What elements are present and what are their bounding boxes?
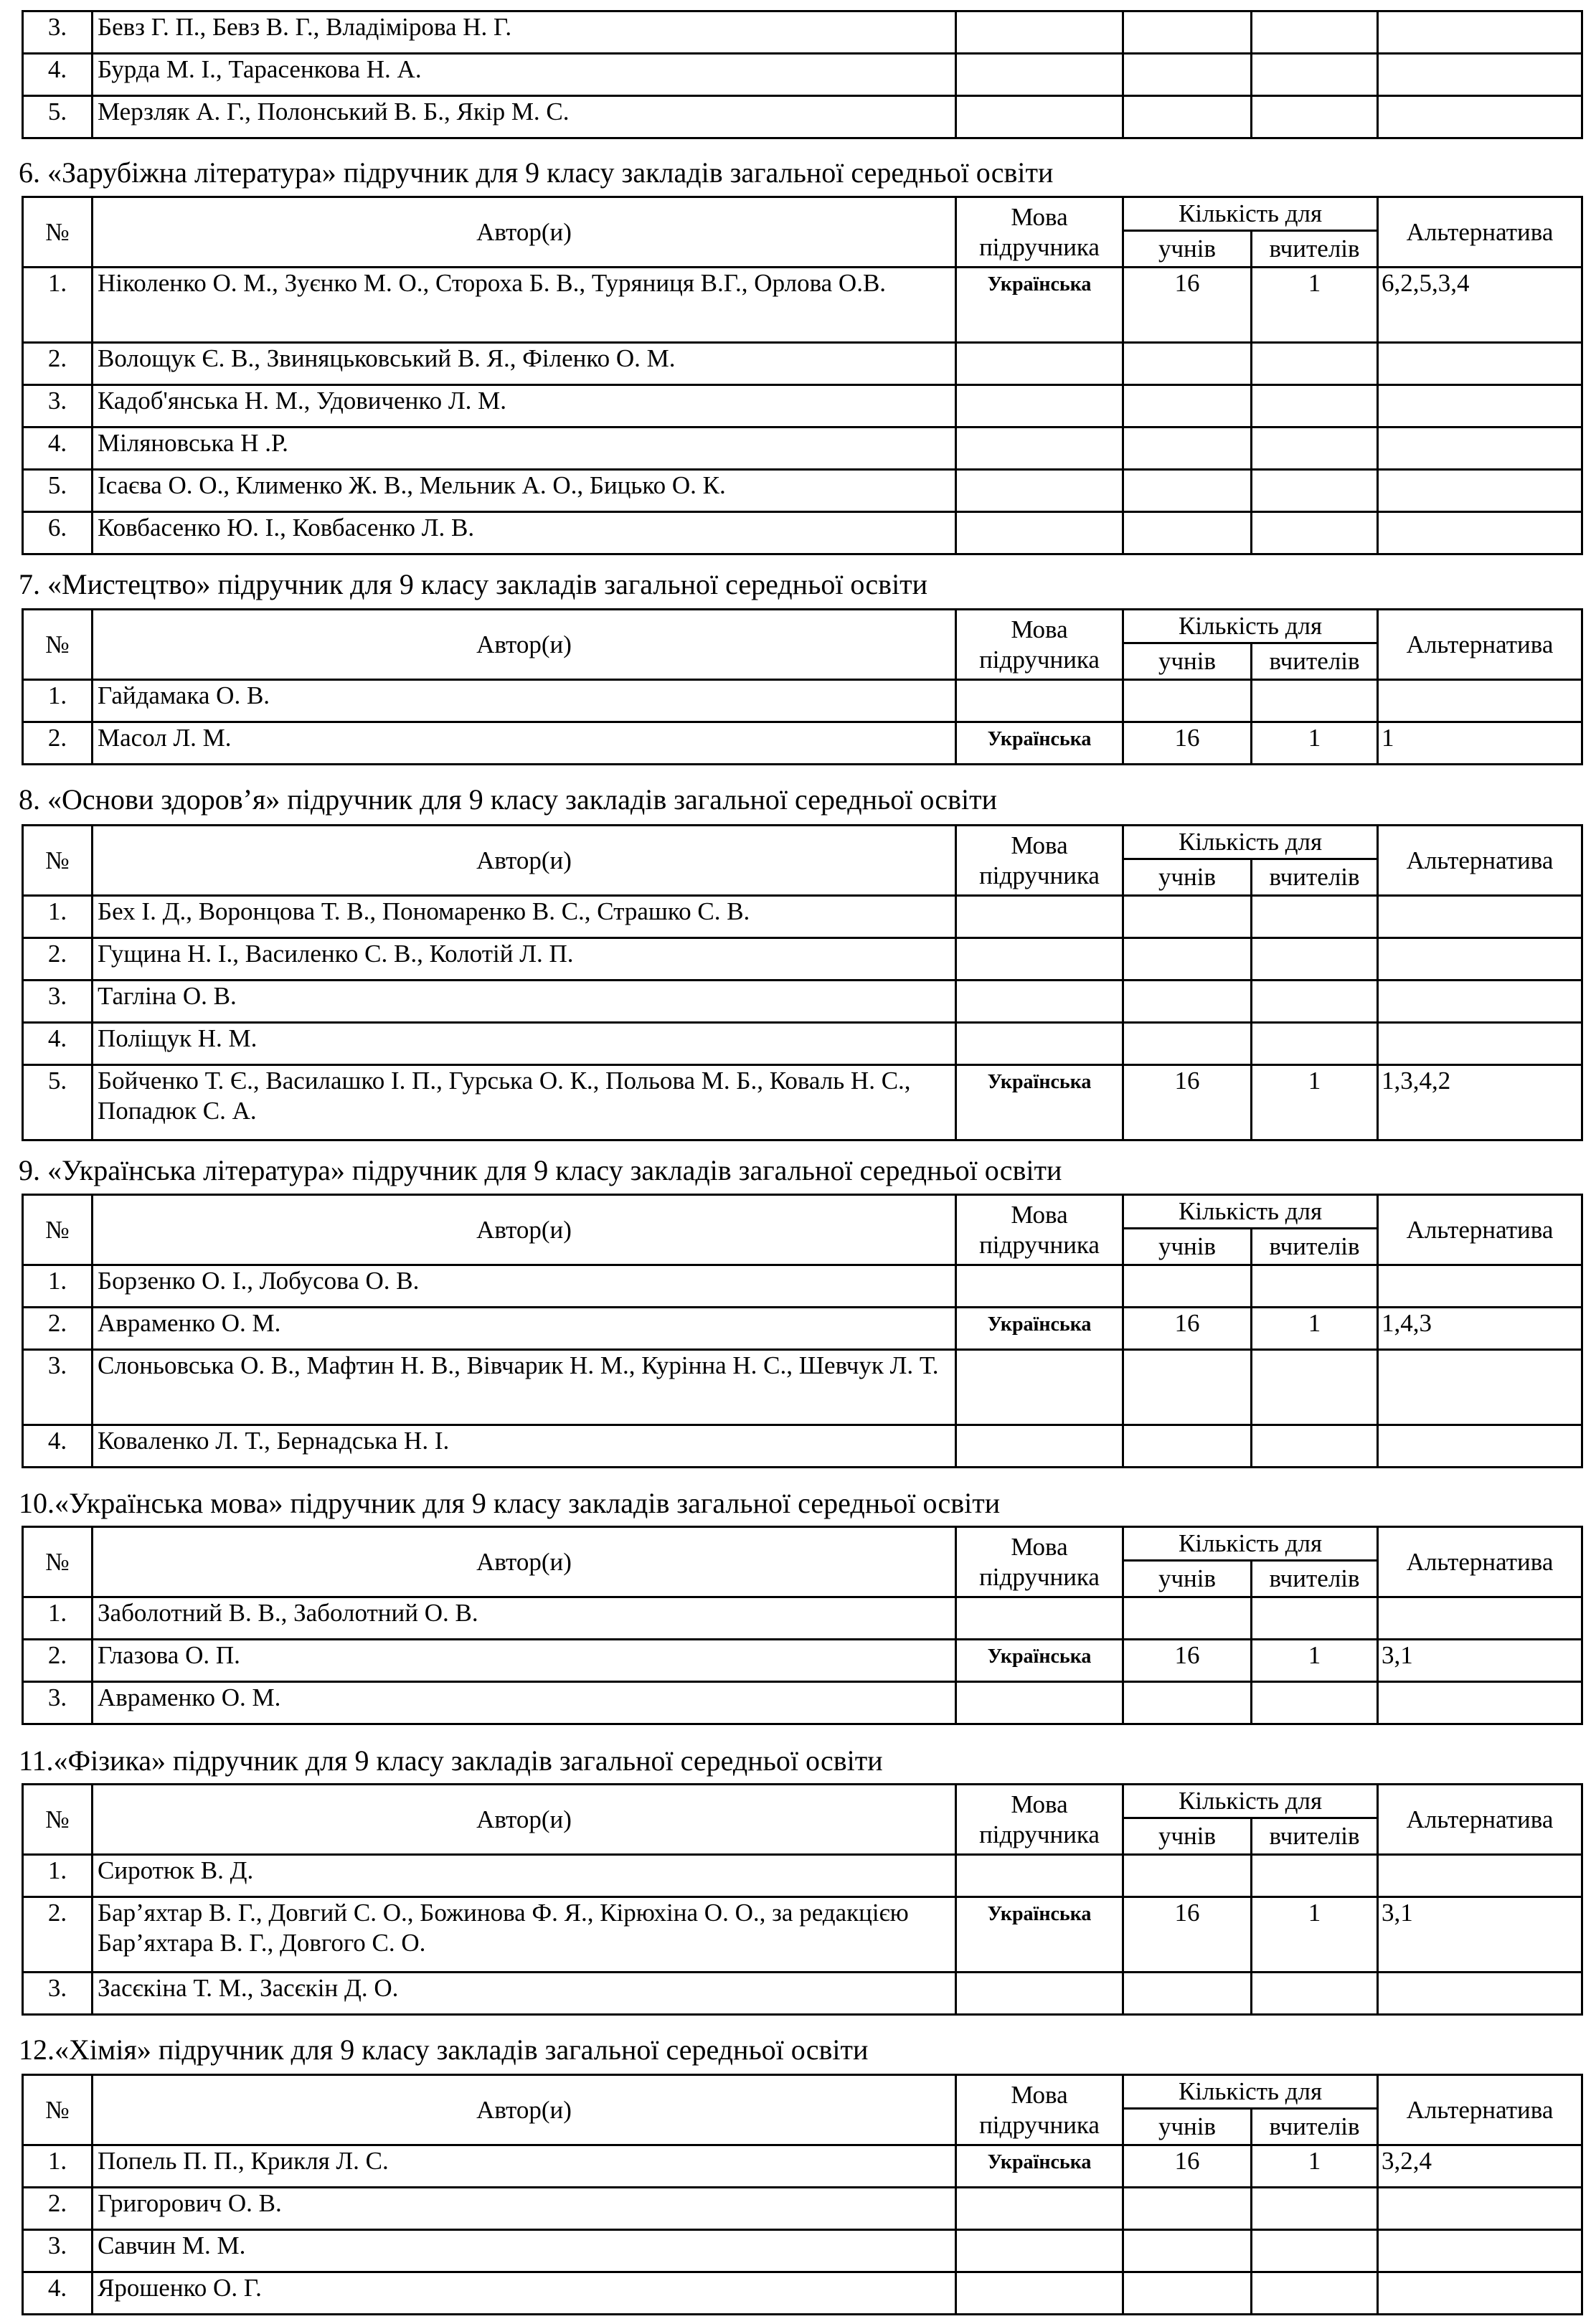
- header-alternative: Альтернатива: [1378, 1785, 1582, 1855]
- row-language: [956, 1350, 1123, 1425]
- header-teachers: вчителів: [1252, 1818, 1378, 1855]
- row-number: 2.: [23, 1640, 93, 1682]
- header-teachers: вчителів: [1252, 1229, 1378, 1265]
- row-language: [956, 2188, 1123, 2230]
- table-row: [23, 343, 1582, 385]
- row-number: 4.: [23, 2272, 93, 2315]
- row-number: 6.: [23, 512, 93, 554]
- row-number: 3.: [23, 981, 93, 1023]
- row-language: Українська: [956, 1640, 1123, 1682]
- row-language: [956, 896, 1123, 938]
- header-language-line2: підручника: [979, 2110, 1100, 2139]
- header-language: [956, 197, 1123, 268]
- row-alternative: [1378, 1425, 1582, 1468]
- row-number: 2.: [23, 722, 93, 765]
- row-language: [956, 1973, 1123, 2015]
- header-language: [956, 610, 1123, 680]
- row-language: [956, 680, 1123, 722]
- header-number: №: [23, 1527, 93, 1597]
- header-quantity: Кількість для: [1123, 826, 1378, 859]
- row-students-count: [1123, 896, 1252, 938]
- section-title: 12.«Хімія» підручник для 9 класу закладів загальної середньої освіти: [19, 2034, 869, 2066]
- row-teachers-count: [1252, 11, 1378, 54]
- table-row: [23, 1308, 1582, 1350]
- row-alternative: [1378, 2230, 1582, 2272]
- table-row: [23, 938, 1582, 981]
- row-students-count: [1123, 1023, 1252, 1065]
- row-students-count: 16: [1123, 1308, 1252, 1350]
- header-number: №: [23, 1195, 93, 1265]
- row-alternative: [1378, 1855, 1582, 1897]
- row-alternative: [1378, 1023, 1582, 1065]
- row-language: [956, 1682, 1123, 1724]
- table-row: [23, 2272, 1582, 2315]
- header-teachers: вчителів: [1252, 643, 1378, 680]
- row-teachers-count: 1: [1252, 1897, 1378, 1973]
- row-number: 5.: [23, 470, 93, 512]
- row-teachers-count: [1252, 96, 1378, 138]
- table-row: [23, 722, 1582, 765]
- header-language-line1: Мова: [1011, 1790, 1068, 1818]
- row-language: [956, 11, 1123, 54]
- header-language-line2: підручника: [979, 861, 1100, 889]
- row-author: Ярошенко О. Г.: [93, 2272, 956, 2315]
- row-alternative: 1,4,3: [1378, 1308, 1582, 1350]
- row-alternative: [1378, 2188, 1582, 2230]
- table-row: [23, 1855, 1582, 1897]
- table-row: [23, 1682, 1582, 1724]
- row-alternative: [1378, 1682, 1582, 1724]
- row-teachers-count: [1252, 2230, 1378, 2272]
- header-author: Автор(и): [93, 1785, 956, 1855]
- row-teachers-count: 1: [1252, 268, 1378, 343]
- row-students-count: 16: [1123, 722, 1252, 765]
- row-language: [956, 2272, 1123, 2315]
- row-alternative: [1378, 470, 1582, 512]
- row-language: [956, 343, 1123, 385]
- row-students-count: [1123, 54, 1252, 96]
- header-number: №: [23, 1785, 93, 1855]
- header-author: Автор(и): [93, 197, 956, 268]
- table-row: [23, 896, 1582, 938]
- row-author: Ковбасенко Ю. І., Ковбасенко Л. В.: [93, 512, 956, 554]
- header-number: №: [23, 610, 93, 680]
- row-alternative: [1378, 1350, 1582, 1425]
- section-title: 8. «Основи здоров’я» підручник для 9 класу закладів загальної середньої освіти: [19, 783, 997, 816]
- row-students-count: 16: [1123, 2145, 1252, 2188]
- row-teachers-count: [1252, 1265, 1378, 1308]
- table-row: [23, 11, 1582, 54]
- row-teachers-count: [1252, 981, 1378, 1023]
- row-teachers-count: [1252, 1682, 1378, 1724]
- header-author: Автор(и): [93, 610, 956, 680]
- header-language-line1: Мова: [1011, 1532, 1068, 1561]
- row-number: 1.: [23, 2145, 93, 2188]
- row-students-count: 16: [1123, 1897, 1252, 1973]
- header-alternative: Альтернатива: [1378, 610, 1582, 680]
- row-teachers-count: 1: [1252, 2145, 1378, 2188]
- row-students-count: [1123, 1597, 1252, 1640]
- header-language-line1: Мова: [1011, 1200, 1068, 1229]
- header-alternative: Альтернатива: [1378, 197, 1582, 268]
- table-row: [23, 2230, 1582, 2272]
- row-teachers-count: [1252, 343, 1378, 385]
- row-author: Авраменко О. М.: [93, 1682, 956, 1724]
- table-row: [23, 1597, 1582, 1640]
- row-language: Українська: [956, 1897, 1123, 1973]
- header-language: [956, 826, 1123, 896]
- row-alternative: [1378, 1973, 1582, 2015]
- row-number: 2.: [23, 1308, 93, 1350]
- header-author: Автор(и): [93, 1527, 956, 1597]
- row-language: [956, 981, 1123, 1023]
- textbook-table: [22, 196, 1583, 555]
- row-language: Українська: [956, 2145, 1123, 2188]
- textbook-table: [22, 1526, 1583, 1725]
- header-language: [956, 2075, 1123, 2145]
- row-teachers-count: 1: [1252, 1308, 1378, 1350]
- row-language: [956, 54, 1123, 96]
- row-teachers-count: [1252, 470, 1378, 512]
- row-alternative: [1378, 1597, 1582, 1640]
- header-author: Автор(и): [93, 826, 956, 896]
- row-language: Українська: [956, 268, 1123, 343]
- row-teachers-count: [1252, 2272, 1378, 2315]
- row-teachers-count: [1252, 512, 1378, 554]
- table-row: [23, 1065, 1582, 1140]
- header-teachers: вчителів: [1252, 1561, 1378, 1597]
- row-language: [956, 1425, 1123, 1468]
- row-number: 1.: [23, 268, 93, 343]
- header-number: №: [23, 2075, 93, 2145]
- header-author: Автор(и): [93, 1195, 956, 1265]
- row-author: Ісаєва О. О., Клименко Ж. В., Мельник А. О., Бицько О. К.: [93, 470, 956, 512]
- row-students-count: 16: [1123, 268, 1252, 343]
- header-language-line2: підручника: [979, 1230, 1100, 1259]
- header-students: учнів: [1123, 2109, 1252, 2145]
- row-language: [956, 96, 1123, 138]
- row-alternative: [1378, 96, 1582, 138]
- row-alternative: [1378, 428, 1582, 470]
- header-number: №: [23, 826, 93, 896]
- row-teachers-count: [1252, 385, 1378, 428]
- header-teachers: вчителів: [1252, 2109, 1378, 2145]
- header-language-line1: Мова: [1011, 2080, 1068, 2109]
- header-students: учнів: [1123, 1561, 1252, 1597]
- row-author: Авраменко О. М.: [93, 1308, 956, 1350]
- table-row: [23, 428, 1582, 470]
- row-teachers-count: 1: [1252, 1640, 1378, 1682]
- row-teachers-count: [1252, 1597, 1378, 1640]
- header-language-line1: Мова: [1011, 615, 1068, 643]
- row-alternative: 3,1: [1378, 1640, 1582, 1682]
- section-title: 10.«Українська мова» підручник для 9 класу закладів загальної середньої освіти: [19, 1487, 1001, 1519]
- header-quantity: Кількість для: [1123, 1527, 1378, 1561]
- row-number: 5.: [23, 96, 93, 138]
- row-number: 5.: [23, 1065, 93, 1140]
- row-students-count: [1123, 343, 1252, 385]
- header-language: [956, 1527, 1123, 1597]
- header-students: учнів: [1123, 1818, 1252, 1855]
- row-author: Масол Л. М.: [93, 722, 956, 765]
- row-author: Волощук Є. В., Звиняцьковський В. Я., Філенко О. М.: [93, 343, 956, 385]
- table-row: [23, 680, 1582, 722]
- row-language: [956, 470, 1123, 512]
- header-students: учнів: [1123, 859, 1252, 896]
- textbook-table: [22, 2074, 1583, 2315]
- row-number: 1.: [23, 1597, 93, 1640]
- row-students-count: [1123, 470, 1252, 512]
- header-language-line1: Мова: [1011, 202, 1068, 231]
- row-author: Мерзляк А. Г., Полонський В. Б., Якір М. С.: [93, 96, 956, 138]
- table-row: [23, 2145, 1582, 2188]
- section-title: 11.«Фізика» підручник для 9 класу закладів загальної середньої освіти: [19, 1744, 883, 1777]
- table-row: [23, 1897, 1582, 1973]
- table-row: [23, 470, 1582, 512]
- row-teachers-count: [1252, 938, 1378, 981]
- header-alternative: Альтернатива: [1378, 826, 1582, 896]
- row-number: 1.: [23, 896, 93, 938]
- row-teachers-count: [1252, 428, 1378, 470]
- table-row: [23, 512, 1582, 554]
- section-title: 9. «Українська література» підручник для 9 класу закладів загальної середньої освіти: [19, 1154, 1062, 1186]
- row-students-count: [1123, 96, 1252, 138]
- row-language: [956, 1597, 1123, 1640]
- row-language: [956, 938, 1123, 981]
- row-number: 4.: [23, 1425, 93, 1468]
- row-language: Українська: [956, 722, 1123, 765]
- row-author: Сиротюк В. Д.: [93, 1855, 956, 1897]
- row-teachers-count: [1252, 1425, 1378, 1468]
- table-row: [23, 268, 1582, 343]
- row-teachers-count: [1252, 54, 1378, 96]
- header-students: учнів: [1123, 643, 1252, 680]
- row-language: Українська: [956, 1308, 1123, 1350]
- row-author: Бевз Г. П., Бевз В. Г., Владімірова Н. Г.: [93, 11, 956, 54]
- section-title: 6. «Зарубіжна література» підручник для 9 класу закладів загальної середньої освіти: [19, 156, 1054, 189]
- row-alternative: 6,2,5,3,4: [1378, 268, 1582, 343]
- row-teachers-count: 1: [1252, 722, 1378, 765]
- row-students-count: 16: [1123, 1065, 1252, 1140]
- header-quantity: Кількість для: [1123, 610, 1378, 643]
- row-number: 4.: [23, 54, 93, 96]
- row-number: 2.: [23, 2188, 93, 2230]
- row-number: 3.: [23, 1682, 93, 1724]
- row-language: [956, 1023, 1123, 1065]
- header-quantity: Кількість для: [1123, 197, 1378, 231]
- row-alternative: 3,2,4: [1378, 2145, 1582, 2188]
- row-students-count: [1123, 1855, 1252, 1897]
- row-author: Попель П. П., Крикля Л. С.: [93, 2145, 956, 2188]
- table-row: [23, 1023, 1582, 1065]
- row-author: Тагліна О. В.: [93, 981, 956, 1023]
- row-number: 2.: [23, 343, 93, 385]
- row-teachers-count: [1252, 1855, 1378, 1897]
- row-teachers-count: [1252, 1023, 1378, 1065]
- row-language: [956, 1265, 1123, 1308]
- row-number: 1.: [23, 1265, 93, 1308]
- row-students-count: [1123, 2188, 1252, 2230]
- row-alternative: 1,3,4,2: [1378, 1065, 1582, 1140]
- row-author: Коваленко Л. Т., Бернадська Н. І.: [93, 1425, 956, 1468]
- header-teachers: вчителів: [1252, 859, 1378, 896]
- row-students-count: [1123, 428, 1252, 470]
- header-teachers: вчителів: [1252, 231, 1378, 268]
- row-language: [956, 385, 1123, 428]
- header-students: учнів: [1123, 1229, 1252, 1265]
- row-alternative: [1378, 938, 1582, 981]
- row-alternative: [1378, 2272, 1582, 2315]
- row-language: Українська: [956, 1065, 1123, 1140]
- row-students-count: [1123, 981, 1252, 1023]
- row-alternative: [1378, 343, 1582, 385]
- row-number: 3.: [23, 1973, 93, 2015]
- row-author: Бар’яхтар В. Г., Довгий С. О., Божинова Ф. Я., Кірюхіна О. О., за редакцією Бар’яхтара В. Г., Довгого С. О.: [93, 1897, 956, 1973]
- row-language: [956, 428, 1123, 470]
- table-row: [23, 54, 1582, 96]
- row-number: 1.: [23, 680, 93, 722]
- table-row: [23, 385, 1582, 428]
- row-author: Поліщук Н. М.: [93, 1023, 956, 1065]
- row-author: Глазова О. П.: [93, 1640, 956, 1682]
- row-teachers-count: 1: [1252, 1065, 1378, 1140]
- row-author: Григорович О. В.: [93, 2188, 956, 2230]
- section-title: 7. «Мистецтво» підручник для 9 класу закладів загальної середньої освіти: [19, 568, 928, 600]
- header-alternative: Альтернатива: [1378, 2075, 1582, 2145]
- header-quantity: Кількість для: [1123, 1195, 1378, 1229]
- table-row: [23, 1640, 1582, 1682]
- row-alternative: [1378, 385, 1582, 428]
- row-number: 2.: [23, 1897, 93, 1973]
- row-teachers-count: [1252, 1350, 1378, 1425]
- table-row: [23, 1350, 1582, 1425]
- row-students-count: [1123, 385, 1252, 428]
- row-students-count: [1123, 1425, 1252, 1468]
- textbook-table: [22, 1194, 1583, 1468]
- row-number: 3.: [23, 1350, 93, 1425]
- row-teachers-count: [1252, 1973, 1378, 2015]
- header-alternative: Альтернатива: [1378, 1527, 1582, 1597]
- header-language-line2: підручника: [979, 1562, 1100, 1591]
- table-row: [23, 2188, 1582, 2230]
- row-number: 2.: [23, 938, 93, 981]
- row-number: 4.: [23, 1023, 93, 1065]
- row-alternative: [1378, 54, 1582, 96]
- header-number: №: [23, 197, 93, 268]
- row-language: [956, 512, 1123, 554]
- header-quantity: Кількість для: [1123, 1785, 1378, 1818]
- table-continuation: [22, 10, 1583, 139]
- row-students-count: [1123, 1973, 1252, 2015]
- row-alternative: [1378, 981, 1582, 1023]
- table-row: [23, 96, 1582, 138]
- header-alternative: Альтернатива: [1378, 1195, 1582, 1265]
- header-quantity: Кількість для: [1123, 2075, 1378, 2109]
- row-teachers-count: [1252, 680, 1378, 722]
- row-students-count: [1123, 1265, 1252, 1308]
- header-author: Автор(и): [93, 2075, 956, 2145]
- row-alternative: [1378, 11, 1582, 54]
- table-row: [23, 1973, 1582, 2015]
- textbook-table: [22, 1783, 1583, 2016]
- header-language: [956, 1785, 1123, 1855]
- row-students-count: [1123, 938, 1252, 981]
- row-number: 1.: [23, 1855, 93, 1897]
- row-alternative: 3,1: [1378, 1897, 1582, 1973]
- header-language-line2: підручника: [979, 1820, 1100, 1848]
- row-students-count: [1123, 11, 1252, 54]
- header-students: учнів: [1123, 231, 1252, 268]
- row-author: Бурда М. І., Тарасенкова Н. А.: [93, 54, 956, 96]
- row-alternative: [1378, 512, 1582, 554]
- row-author: Ніколенко О. М., Зуєнко М. О., Стороха Б. В., Туряниця В.Г., Орлова О.В.: [93, 268, 956, 343]
- row-alternative: [1378, 896, 1582, 938]
- header-language-line2: підручника: [979, 645, 1100, 674]
- textbook-table: [22, 608, 1583, 765]
- row-students-count: [1123, 2272, 1252, 2315]
- row-author: Засєкіна Т. М., Засєкін Д. О.: [93, 1973, 956, 2015]
- header-language-line2: підручника: [979, 232, 1100, 261]
- row-author: Заболотний В. В., Заболотний О. В.: [93, 1597, 956, 1640]
- row-alternative: 1: [1378, 722, 1582, 765]
- row-author: Слоньовська О. В., Мафтин Н. В., Вівчарик Н. М., Курінна Н. С., Шевчук Л. Т.: [93, 1350, 956, 1425]
- table-row: [23, 1425, 1582, 1468]
- row-language: [956, 2230, 1123, 2272]
- textbook-table: [22, 824, 1583, 1141]
- row-author: Борзенко О. І., Лобусова О. В.: [93, 1265, 956, 1308]
- table-row: [23, 981, 1582, 1023]
- row-author: Бех І. Д., Воронцова Т. В., Пономаренко В. С., Страшко С. В.: [93, 896, 956, 938]
- row-number: 4.: [23, 428, 93, 470]
- row-students-count: [1123, 2230, 1252, 2272]
- row-author: Кадоб'янська Н. М., Удовиченко Л. М.: [93, 385, 956, 428]
- row-teachers-count: [1252, 896, 1378, 938]
- row-teachers-count: [1252, 2188, 1378, 2230]
- row-number: 3.: [23, 11, 93, 54]
- row-students-count: [1123, 1350, 1252, 1425]
- row-number: 3.: [23, 385, 93, 428]
- row-author: Бойченко Т. Є., Василашко І. П., Гурська О. К., Польова М. Б., Коваль Н. С., Попадюк С. А.: [93, 1065, 956, 1140]
- header-language-line1: Мова: [1011, 831, 1068, 859]
- row-students-count: [1123, 512, 1252, 554]
- row-language: [956, 1855, 1123, 1897]
- row-number: 3.: [23, 2230, 93, 2272]
- row-author: Савчин М. М.: [93, 2230, 956, 2272]
- row-author: Міляновська Н .Р.: [93, 428, 956, 470]
- header-language: [956, 1195, 1123, 1265]
- row-students-count: [1123, 1682, 1252, 1724]
- row-students-count: 16: [1123, 1640, 1252, 1682]
- row-alternative: [1378, 1265, 1582, 1308]
- row-students-count: [1123, 680, 1252, 722]
- table-row: [23, 1265, 1582, 1308]
- row-author: Гайдамака О. В.: [93, 680, 956, 722]
- row-alternative: [1378, 680, 1582, 722]
- row-author: Гущина Н. І., Василенко С. В., Колотій Л. П.: [93, 938, 956, 981]
